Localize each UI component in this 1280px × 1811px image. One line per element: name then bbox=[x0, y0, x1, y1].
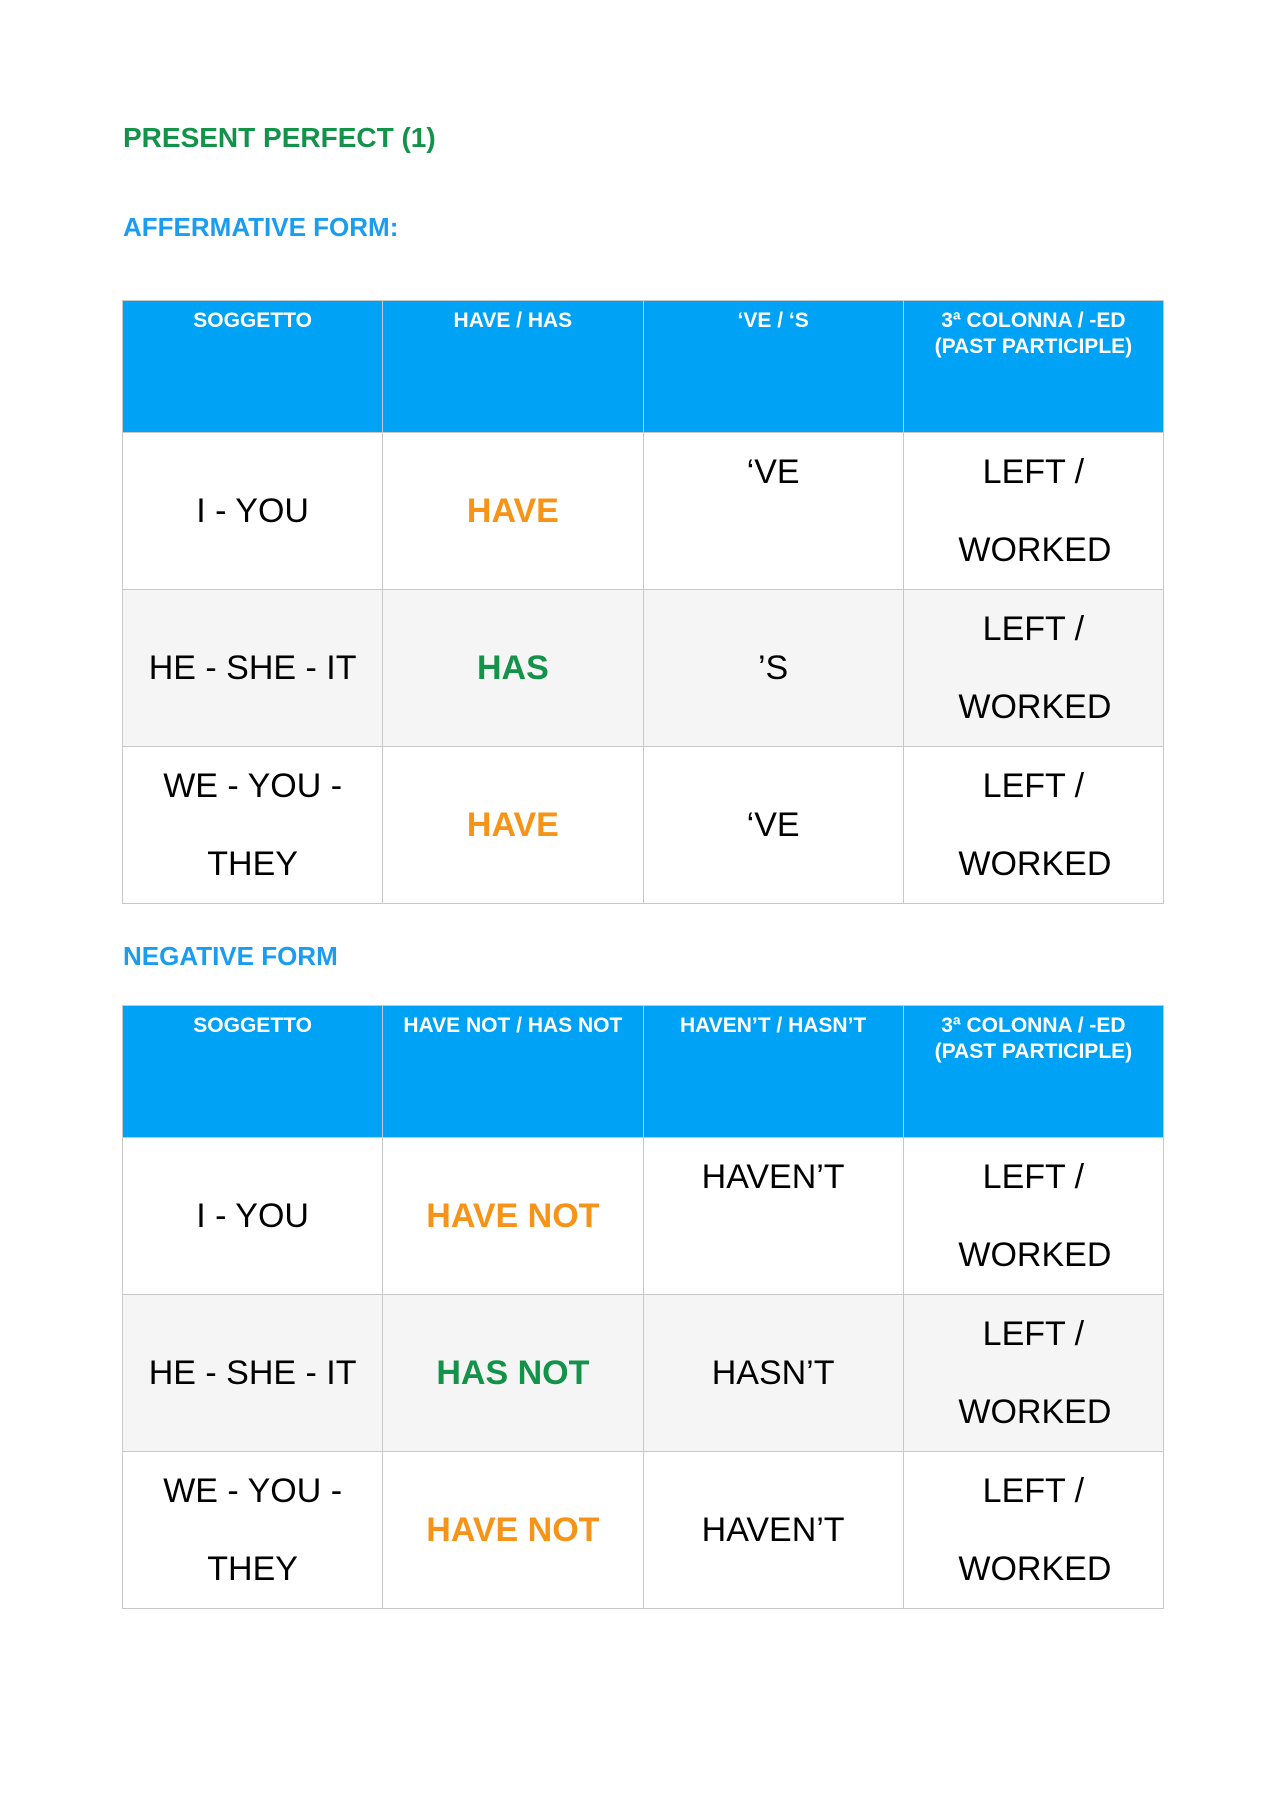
subject-cell bbox=[123, 747, 383, 904]
participle-text: LEFT / WORKED bbox=[958, 767, 1112, 883]
column-header: ‘VE / ‘S bbox=[643, 301, 903, 433]
contraction-cell: ’S bbox=[643, 590, 903, 747]
table-row bbox=[123, 747, 1164, 904]
table-header-row bbox=[123, 1006, 1164, 1138]
subject-text: WE - YOU - THEY bbox=[163, 1472, 343, 1588]
participle-cell bbox=[903, 1295, 1163, 1452]
subject-cell: HE - SHE - IT bbox=[123, 590, 383, 747]
subject-cell: I - YOU bbox=[123, 433, 383, 590]
contraction-cell: ‘VE bbox=[643, 747, 903, 904]
column-header: 3ª COLONNA / -ED (PAST PARTICIPLE) bbox=[903, 1006, 1163, 1138]
affirmative-heading: AFFERMATIVE FORM: bbox=[123, 212, 399, 242]
column-header: HAVEN’T / HASN’T bbox=[643, 1006, 903, 1138]
auxiliary-cell: HAVE bbox=[383, 433, 643, 590]
subject-text: WE - YOU - THEY bbox=[163, 767, 343, 883]
participle-text: LEFT / WORKED bbox=[958, 1472, 1112, 1588]
participle-text: LEFT / WORKED bbox=[958, 1158, 1112, 1274]
subject-cell: HE - SHE - IT bbox=[123, 1295, 383, 1452]
participle-cell bbox=[903, 1138, 1163, 1295]
auxiliary-cell: HAS bbox=[383, 590, 643, 747]
contraction-cell: HASN’T bbox=[643, 1295, 903, 1452]
table-header-row bbox=[123, 301, 1164, 433]
participle-cell bbox=[903, 433, 1163, 590]
auxiliary-cell: HAVE NOT bbox=[383, 1452, 643, 1609]
contraction-cell: HAVEN’T bbox=[643, 1452, 903, 1609]
table-row bbox=[123, 1452, 1164, 1609]
auxiliary-cell: HAVE NOT bbox=[383, 1138, 643, 1295]
participle-cell bbox=[903, 1452, 1163, 1609]
participle-text: LEFT / WORKED bbox=[958, 453, 1112, 569]
table-row bbox=[123, 590, 1164, 747]
table-row bbox=[123, 1138, 1164, 1295]
negative-heading: NEGATIVE FORM bbox=[123, 941, 338, 971]
affirmative-table bbox=[122, 300, 1164, 904]
column-header: HAVE NOT / HAS NOT bbox=[383, 1006, 643, 1138]
participle-text: LEFT / WORKED bbox=[958, 610, 1112, 726]
table-row bbox=[123, 1295, 1164, 1452]
negative-table bbox=[122, 1005, 1164, 1609]
participle-cell bbox=[903, 747, 1163, 904]
column-header: 3ª COLONNA / -ED (PAST PARTICIPLE) bbox=[903, 301, 1163, 433]
subject-cell: I - YOU bbox=[123, 1138, 383, 1295]
auxiliary-cell: HAVE bbox=[383, 747, 643, 904]
column-header: SOGGETTO bbox=[123, 301, 383, 433]
auxiliary-cell: HAS NOT bbox=[383, 1295, 643, 1452]
table-row bbox=[123, 433, 1164, 590]
column-header: HAVE / HAS bbox=[383, 301, 643, 433]
column-header: SOGGETTO bbox=[123, 1006, 383, 1138]
contraction-cell: ‘VE bbox=[643, 433, 903, 590]
subject-cell bbox=[123, 1452, 383, 1609]
participle-text: LEFT / WORKED bbox=[958, 1315, 1112, 1431]
page-title: PRESENT PERFECT (1) bbox=[123, 122, 436, 153]
contraction-cell: HAVEN’T bbox=[643, 1138, 903, 1295]
participle-cell bbox=[903, 590, 1163, 747]
